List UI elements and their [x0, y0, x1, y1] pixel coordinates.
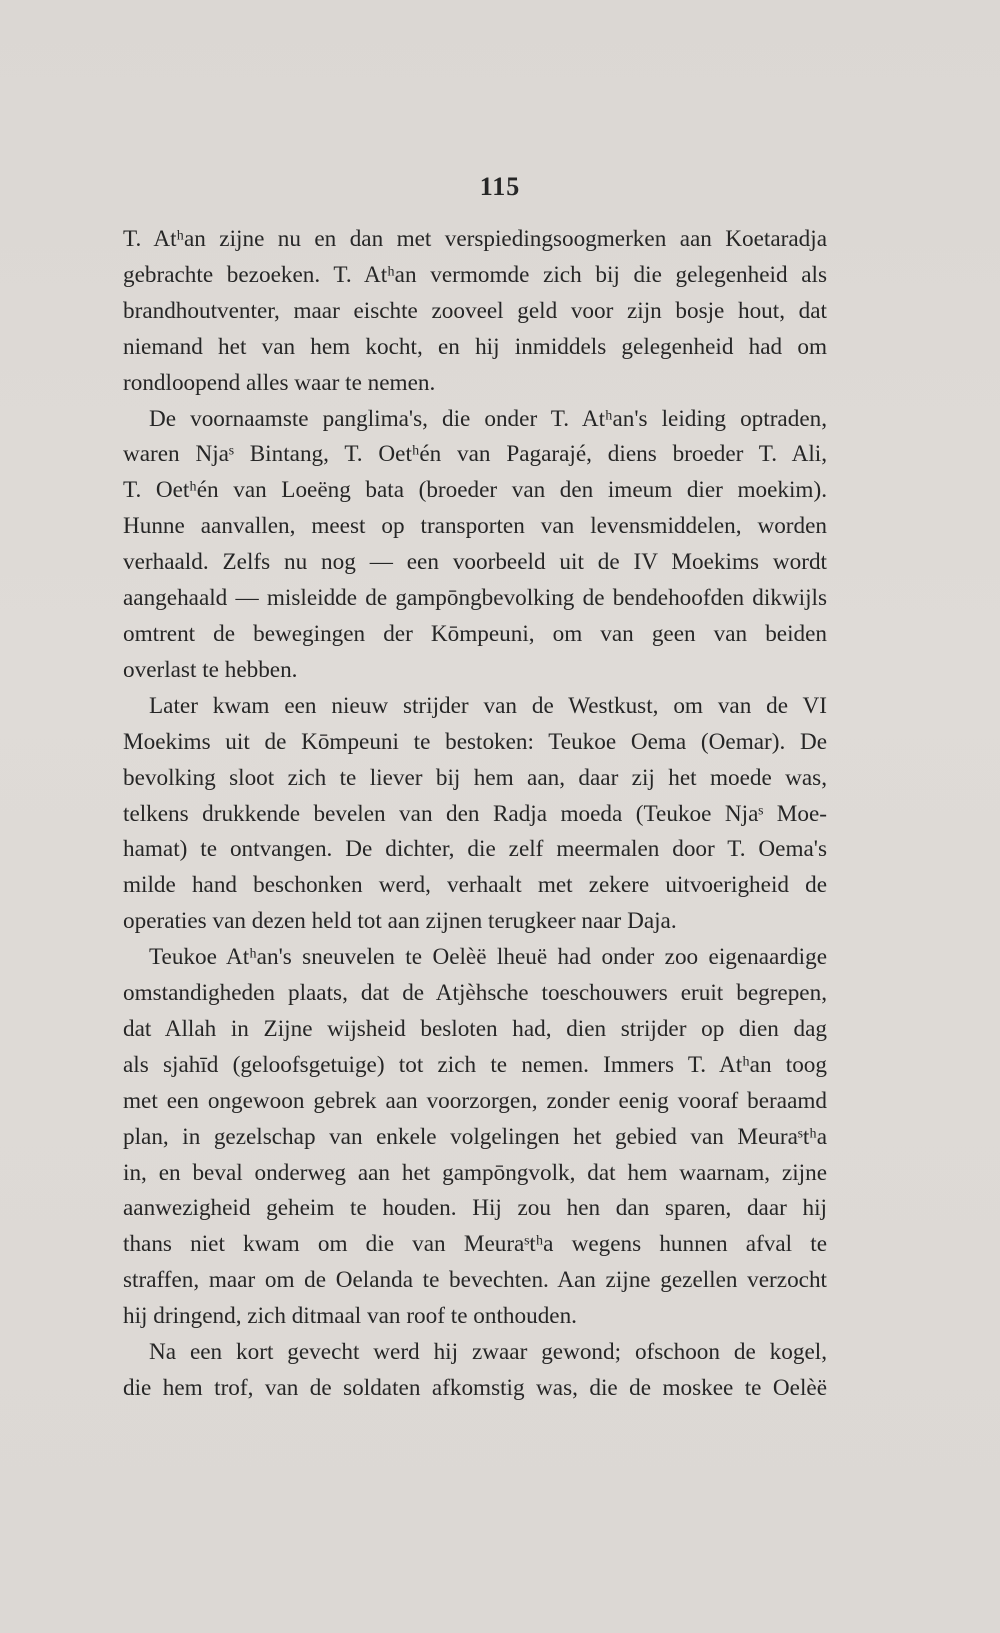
text-line: met een ongewoon gebrek aan voorzorgen, zonder eenig vooraf beraamd	[123, 1087, 827, 1114]
text-line: verhaald. Zelfs nu nog — een voorbeeld uit de IV Moekims wordt	[123, 549, 827, 576]
text-line: rondloopend alles waar te nemen.	[123, 369, 436, 396]
text-line: overlast te hebben.	[123, 656, 298, 683]
text-line: gebrachte bezoeken. T. Atʰan vermomde zich bij die gelegenheid als	[123, 261, 827, 288]
text-line: als sjahīd (geloofsgetuige) tot zich te nemen. Immers T. Atʰan toog	[123, 1051, 827, 1078]
text-line: die hem trof, van de soldaten afkomstig was, die de moskee te Oelèë	[123, 1375, 827, 1401]
text-line: Na een kort gevecht werd hij zwaar gewond; ofschoon de kogel,	[149, 1339, 827, 1366]
paragraph-2	[123, 402, 827, 689]
text-line: operaties van dezen held tot aan zijnen terugkeer naar Daja.	[123, 908, 677, 935]
text-line: thans niet kwam om die van Meuraˢtʰa wegens hunnen afval te	[123, 1231, 827, 1258]
text-line: aangehaald — misleidde de gampōngbevolking de bendehoofden dikwijls	[123, 585, 827, 612]
text-line: niemand het van hem kocht, en hij inmiddels gelegenheid had om	[123, 333, 827, 360]
text-line: T. Atʰan zijne nu en dan met verspiedingsoogmerken aan Koetaradja	[123, 226, 827, 252]
text-line: De voornaamste panglima's, die onder T. Atʰan's leiding optraden,	[149, 405, 827, 432]
text-line: straffen, maar om de Oelanda te bevechten. Aan zijne gezellen verzocht	[123, 1267, 827, 1294]
text-line: in, en beval onderweg aan het gampōngvolk, dat hem waarnam, zijne	[123, 1159, 827, 1186]
paragraph-3	[123, 689, 827, 940]
text-line: omtrent de bewegingen der Kōmpeuni, om van geen van beiden	[123, 620, 827, 647]
body-text	[123, 222, 827, 1407]
paragraph-4	[123, 940, 827, 1335]
text-line: plan, in gezelschap van enkele volgelingen het gebied van Meuraˢtʰa	[123, 1123, 827, 1150]
text-line: Later kwam een nieuw strijder van de Westkust, om van de VI	[149, 692, 827, 719]
text-line: dat Allah in Zijne wijsheid besloten had, dien strijder op dien dag	[123, 1015, 827, 1042]
text-line: bevolking sloot zich te liever bij hem aan, daar zij het moede was,	[123, 764, 827, 791]
text-line: omstandigheden plaats, dat de Atjèhsche toeschouwers eruit begrepen,	[123, 980, 827, 1007]
text-line: milde hand beschonken werd, verhaalt met zekere uitvoerigheid de	[123, 872, 827, 899]
text-line: Hunne aanvallen, meest op transporten van levensmiddelen, worden	[123, 513, 827, 540]
text-line: T. Oetʰén van Loeëng bata (broeder van den imeum dier moekim).	[123, 477, 827, 504]
paragraph-5	[123, 1335, 827, 1407]
text-line: aanwezigheid geheim te houden. Hij zou hen dan sparen, daar hij	[123, 1195, 827, 1222]
page-number: 115	[479, 172, 521, 201]
text-line: Teukoe Atʰan's sneuvelen te Oelèë lheuë had onder zoo eigenaardige	[149, 944, 827, 971]
text-line: Moekims uit de Kōmpeuni te bestoken: Teukoe Oema (Oemar). De	[123, 728, 827, 755]
text-line: brandhoutventer, maar eischte zooveel geld voor zijn bosje hout, dat	[123, 297, 827, 324]
text-line: telkens drukkende bevelen van den Radja moeda (Teukoe Njaˢ Moe-	[123, 800, 827, 827]
text-line: waren Njaˢ Bintang, T. Oetʰén van Pagarajé, diens broeder T. Ali,	[123, 441, 827, 468]
paragraph-1	[123, 222, 827, 402]
text-line: hamat) te ontvangen. De dichter, die zelf meermalen door T. Oema's	[123, 836, 827, 863]
text-line: hij dringend, zich ditmaal van roof te onthouden.	[123, 1303, 577, 1330]
